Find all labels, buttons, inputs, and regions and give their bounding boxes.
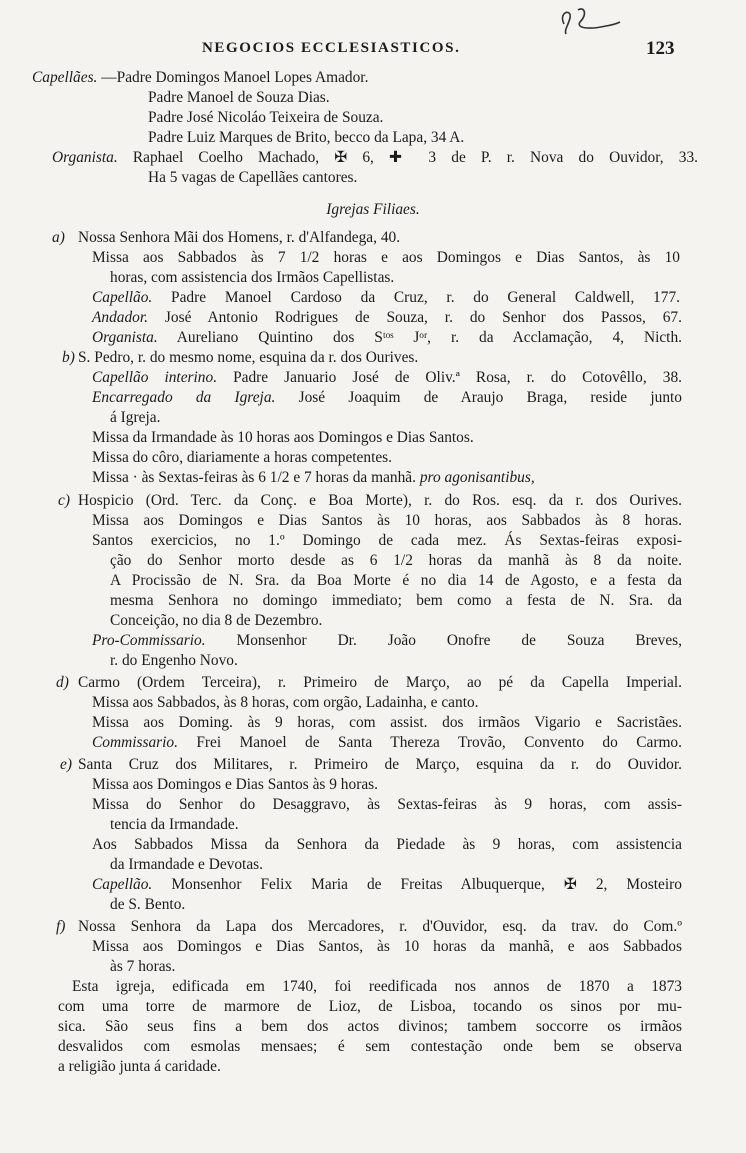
text-line: mesma Senhora no domingo immediato; bem como a festa de N. Sra. da (110, 592, 682, 609)
list-item-label: b) (62, 349, 75, 366)
list-item-label: c) (58, 492, 70, 509)
text-line: Missa do Senhor do Desaggravo, às Sextas-feiras às 9 horas, com assis- (92, 796, 682, 813)
text-line: Nossa Senhora Mãi dos Homens, r. d'Alfandega, 40. (78, 229, 401, 246)
list-item-label: e) (60, 756, 72, 773)
text-line: às 7 horas. (110, 958, 176, 975)
text-line: ção do Senhor morto desde as 6 1/2 horas da manhã às 8 da noite. (110, 552, 682, 569)
text-line: Encarregado da Igreja. José Joaquim de Araujo Braga, reside junto (92, 389, 682, 406)
text-line: da Irmandade e Devotas. (110, 856, 263, 873)
text-line: Missa · às Sextas-feiras às 6 1/2 e 7 horas da manhã. pro agonisantibus, (92, 469, 535, 486)
text-line: tencia da Irmandade. (110, 816, 239, 833)
handwritten-page-mark (554, 4, 624, 40)
text-line: Carmo (Ordem Terceira), r. Primeiro de Março, ao pé da Capella Imperial. (78, 674, 682, 691)
text-line: Capellão. Monsenhor Felix Maria de Freitas Albuquerque, ✠ 2, Mosteiro (92, 876, 682, 893)
text-line: Missa aos Domingos e Dias Santos, às 10 horas da manhã, e aos Sabbados (92, 938, 682, 955)
text-line: á Igreja. (110, 409, 161, 426)
text-line: Nossa Senhora da Lapa dos Mercadores, r. d'Ouvidor, esq. da trav. do Com.º (78, 918, 682, 935)
list-item-label: f) (56, 918, 66, 935)
section-heading: Igrejas Filiaes. (326, 201, 420, 218)
text-line: sica. São seus fins a bem dos actos divinos; tambem soccorre os irmãos (58, 1018, 682, 1035)
list-item-label: d) (56, 674, 69, 691)
text-line: Missa aos Domingos e Dias Santos às 9 horas. (92, 776, 378, 793)
text-line: horas, com assistencia dos Irmãos Capellistas. (110, 269, 395, 286)
text-line: desvalidos com esmolas mensaes; é sem contestação onde bem se observa (58, 1038, 682, 1055)
text-line: com uma torre de marmore de Lioz, de Lisboa, tocando os sinos por mu- (58, 998, 682, 1015)
text-line: Pro-Commissario. Monsenhor Dr. João Onofre de Souza Breves, (92, 632, 682, 649)
text-line: Missa aos Sabbados às 7 1/2 horas e aos Domingos e Dias Santos, às 10 (92, 249, 680, 266)
text-line: Padre Manoel de Souza Dias. (148, 89, 330, 106)
text-line: Organista. Aureliano Quintino dos Sᵗᵒˢ Jᵒʳ, r. da Acclamação, 4, Nicth. (92, 329, 682, 346)
text-line: A Procissão de N. Sra. da Boa Morte é no dia 14 de Agosto, e a festa da (110, 572, 682, 589)
page-number: 123 (646, 38, 675, 59)
text-line: Missa aos Domingos e Dias Santos às 10 horas, aos Sabbados às 8 horas. (92, 512, 682, 529)
header-title: NEGOCIOS ECCLESIASTICOS. (202, 40, 461, 56)
text-line: Andador. José Antonio Rodrigues de Souza, r. do Senhor dos Passos, 67. (92, 309, 682, 326)
text-line: Missa do côro, diariamente a horas competentes. (92, 449, 393, 466)
text-line: Aos Sabbados Missa da Senhora da Piedade às 9 horas, com assistencia (92, 836, 682, 853)
text-line: Esta igreja, edificada em 1740, foi reedificada nos annos de 1870 a 1873 (72, 978, 682, 995)
text-line: Santa Cruz dos Militares, r. Primeiro de Março, esquina da r. do Ouvidor. (78, 756, 682, 773)
text-line: S. Pedro, r. do mesmo nome, esquina da r. dos Ourives. (78, 349, 419, 366)
text-line: Capellão interino. Padre Januario José de Oliv.ª Rosa, r. do Cotovêllo, 38. (92, 369, 682, 386)
text-line: Missa da Irmandade às 10 horas aos Domingos e Dias Santos. (92, 429, 474, 446)
text-line: Santos exercicios, no 1.º Domingo de cada mez. Ás Sextas-feiras exposi- (92, 532, 682, 549)
running-header (0, 40, 746, 64)
text-line: Missa aos Sabbados, às 8 horas, com orgão, Ladainha, e canto. (92, 694, 479, 711)
text-line: Capellães. —Padre Domingos Manoel Lopes Amador. (32, 69, 369, 86)
text-line: Missa aos Doming. às 9 horas, com assist. dos irmãos Vigario e Sacristães. (92, 714, 682, 731)
text-line: de S. Bento. (110, 896, 186, 913)
text-line: Padre Luiz Marques de Brito, becco da Lapa, 34 A. (148, 129, 465, 146)
text-line: Conceição, no dia 8 de Dezembro. (110, 612, 323, 629)
text-line: a religião junta á caridade. (58, 1058, 221, 1075)
text-line: Padre José Nicoláo Teixeira de Souza. (148, 109, 384, 126)
text-line: Hospicio (Ord. Terc. da Conç. e Boa Morte), r. do Ros. esq. da r. dos Ourives. (78, 492, 682, 509)
text-line: Ha 5 vagas de Capellães cantores. (148, 169, 358, 186)
text-line: Capellão. Padre Manoel Cardoso da Cruz, r. do General Caldwell, 177. (92, 289, 680, 306)
text-line: Organista. Raphael Coelho Machado, ✠ 6, ✚ 3 de P. r. Nova do Ouvidor, 33. (52, 149, 698, 166)
text-line: Commissario. Frei Manoel de Santa Thereza Trovão, Convento do Carmo. (92, 734, 682, 751)
list-item-label: a) (52, 229, 65, 246)
text-line: r. do Engenho Novo. (110, 652, 238, 669)
